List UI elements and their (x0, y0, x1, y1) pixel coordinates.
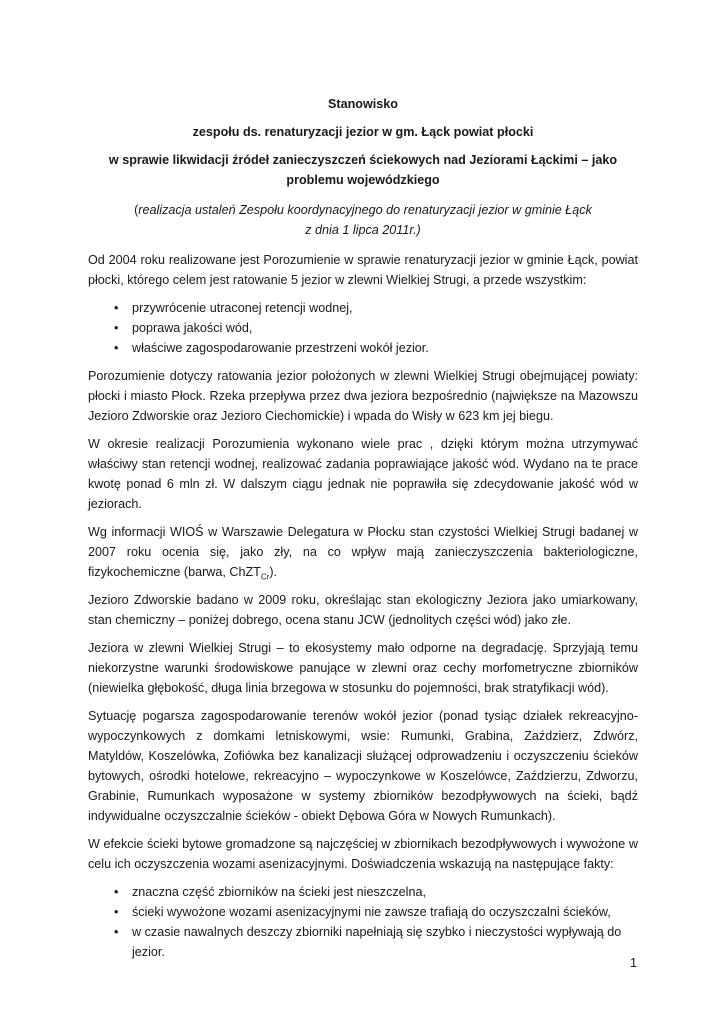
paragraph-4-subscript: Cr (260, 572, 270, 582)
list-item-text: poprawa jakości wód, (132, 321, 253, 335)
document-title: Stanowisko (328, 97, 398, 111)
list-item (114, 922, 638, 962)
bullet-icon: • (114, 885, 119, 899)
list-item-text: ścieki wywożone wozami asenizacyjnymi nie zawsze trafiają do oczyszczalni ścieków, (132, 905, 611, 919)
list-item-text: znaczna część zbiorników na ścieki jest nieszczelna, (132, 885, 426, 899)
subtitle-line-2: z dnia 1 lipca 2011r.) (305, 223, 421, 237)
bullet-icon: • (114, 905, 119, 919)
paragraph-2: Porozumienie dotyczy ratowania jezior położonych w zlewni Wielkiej Strugi obejmującej powiaty: płocki i miasto Płock. Rzeka przepływa przez dwa jeziora bezpośrednio (największe na Mazowszu Jezioro Zdworskie oraz Jezioro Ciechomickie) i wpada do Wisły w 623 km jej biegu. (88, 369, 638, 423)
subtitle-open-paren: ( (134, 203, 139, 217)
bullet-icon: • (114, 341, 119, 355)
document-title-line-3: w sprawie likwidacji źródeł zanieczyszczeń ściekowych nad Jeziorami Łąckimi – jako problemu wojewódzkiego (108, 153, 618, 187)
paragraph-4-end: ). (269, 565, 278, 579)
paragraph-3: W okresie realizacji Porozumienia wykonano wiele prac , dzięki którym można utrzymywać właściwy stan retencji wodnej, realizować zadania poprawiające jakość wód. Wydano na te prace kwotę ponad 6 mln zł. W dalszym ciągu jednak nie poprawiła się zdecydowanie jakość wód w jeziorach. (88, 437, 638, 511)
paragraph-4 (88, 522, 638, 582)
bullet-icon: • (114, 925, 119, 939)
document-body (88, 94, 638, 970)
list-item (114, 298, 638, 318)
list-item-text: właściwe zagospodarowanie przestrzeni wokół jezior. (132, 341, 429, 355)
list-item (114, 882, 638, 902)
bullet-icon: • (114, 321, 119, 335)
list-item (114, 902, 638, 922)
list-item-text: przywrócenie utraconej retencji wodnej, (132, 301, 353, 315)
paragraph-8: W efekcie ścieki bytowe gromadzone są najczęściej w zbiornikach bezodpływowych i wywożone w celu ich oczyszczenia wozami asenizacyjnymi. Doświadczenia wskazują na następujące fakty: (88, 837, 638, 871)
list-item (114, 318, 638, 338)
paragraph-7: Sytuację pogarsza zagospodarowanie terenów wokół jezior (ponad tysiąc działek rekreacyjno-wypoczynkowych z domkami letniskowymi, wsie: Rumunki, Grabina, Zaździerz, Zdwórz, Matyldów, Koszelówka, Zofiówka bez kanalizacji służącej odprowadzeniu i oczyszczeniu ścieków bytowych, ośrodki hotelowe, rekreacyjno – wypoczynkowe w Koszelówce, Zaździerzu, Zdworzu, Grabinie, Rumunkach wyposażone w systemy zbiorników bezodpływowych na ścieki, bądź indywidualne oczyszczalnie ścieków - obiekt Dębowa Góra w Nowych Rumunkach). (88, 709, 638, 823)
paragraph-1: Od 2004 roku realizowane jest Porozumienie w sprawie renaturyzacji jezior w gminie Łąck, powiat płocki, którego celem jest ratowanie 5 jezior w zlewni Wielkiej Strugi, a przede wszystkim: (88, 253, 638, 287)
list-item (114, 338, 638, 358)
document-subtitle (88, 200, 638, 240)
paragraph-5: Jezioro Zdworskie badano w 2009 roku, określając stan ekologiczny Jeziora jako umiarkowany, stan chemiczny – poniżej dobrego, ocena stanu JCW (jednolitych części wód) jako złe. (88, 593, 638, 627)
subtitle-line-1: realizacja ustaleń Zespołu koordynacyjnego do renaturyzacji jezior w gminie Łąck (138, 203, 592, 217)
document-title-line-2: zespołu ds. renaturyzacji jezior w gm. Łąck powiat płocki (192, 125, 534, 139)
list-item-text: w czasie nawalnych deszczy zbiorniki napełniają się szybko i nieczystości wypływają do jezior. (132, 925, 622, 959)
paragraph-6: Jeziora w zlewni Wielkiej Strugi – to ekosystemy mało odporne na degradację. Sprzyjają temu niekorzystne warunki środowiskowe panujące w zlewni oraz cechy morfometryczne zbiorników (niewielka głębokość, długa linia brzegowa w stosunku do pojemności, brak stratyfikacji wód). (88, 641, 638, 695)
facts-list (88, 882, 638, 962)
paragraph-4-text: Wg informacji WIOŚ w Warszawie Delegatura w Płocku stan czystości Wielkiej Strugi badanej w 2007 roku ocenia się, jako zły, na co wpływ mają zanieczyszczenia bakteriologiczne, fizykochemiczne (barwa, ChZT (88, 525, 638, 579)
bullet-icon: • (114, 301, 119, 315)
goals-list (88, 298, 638, 358)
page-number: 1 (629, 956, 637, 970)
